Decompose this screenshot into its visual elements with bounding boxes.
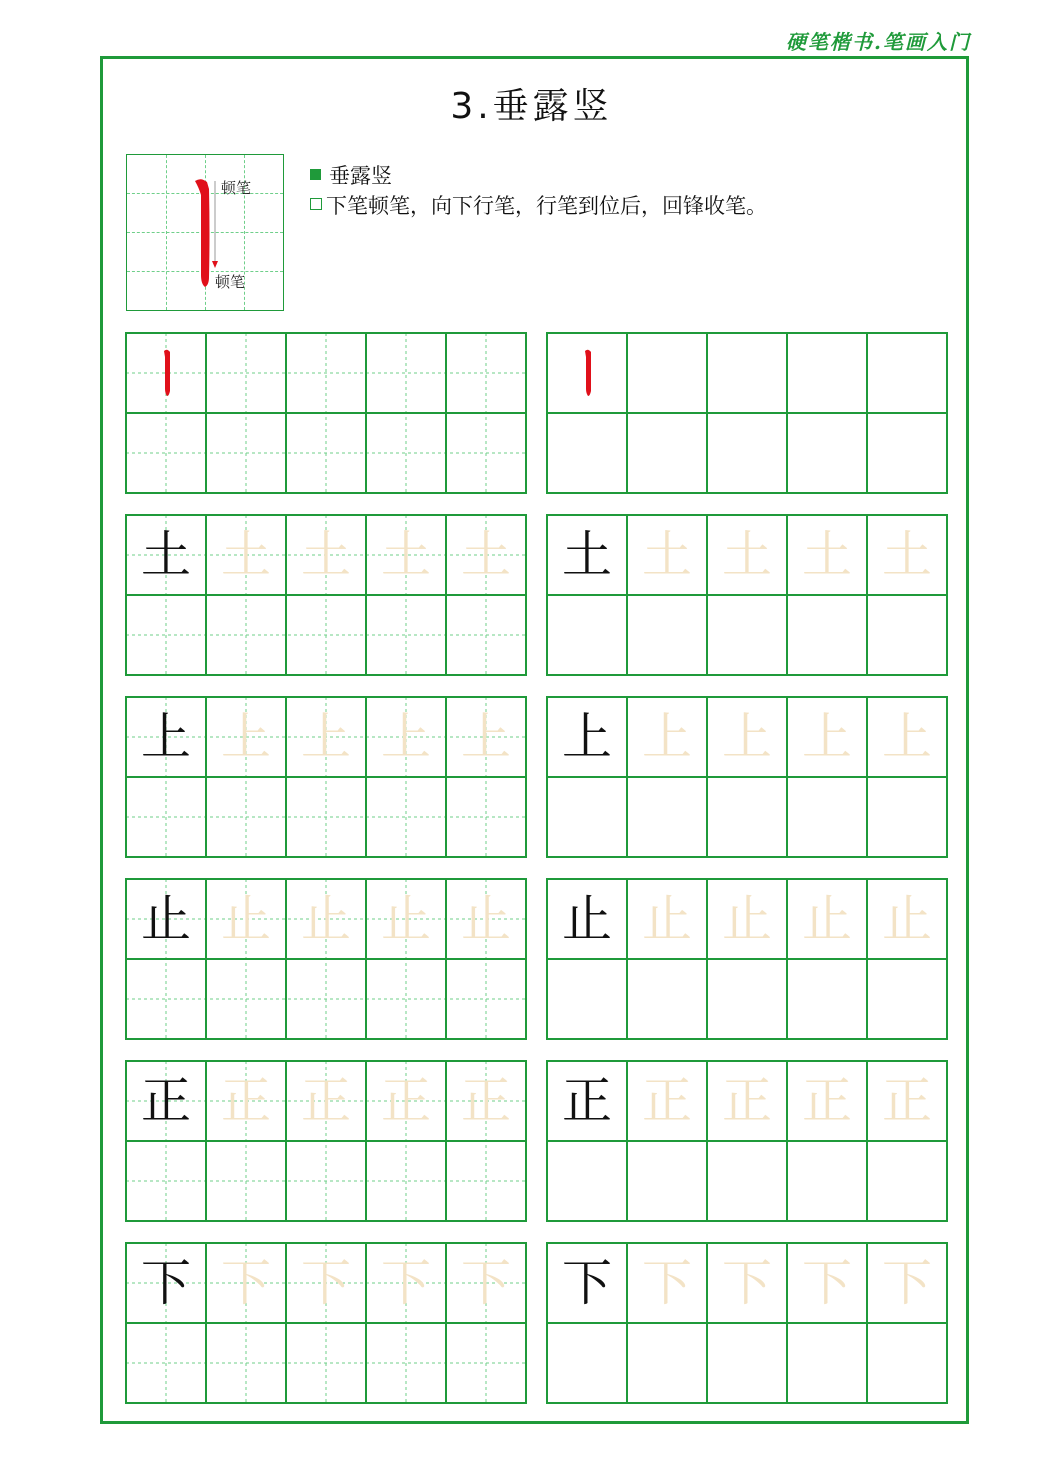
trace-character: 止 [301, 890, 351, 948]
header-brand: 硬笔楷书.笔画入门 [786, 30, 971, 54]
trace-character: 土 [722, 526, 772, 584]
trace-character: 上 [722, 708, 772, 766]
trace-character: 正 [882, 1072, 932, 1130]
stroke-demo-box [126, 154, 284, 311]
practice-grid [126, 1243, 526, 1403]
trace-character: 上 [221, 708, 271, 766]
stroke-instruction [310, 190, 767, 220]
practice-grid [126, 879, 526, 1039]
stroke-model-mark [585, 350, 591, 396]
trace-character: 土 [381, 526, 431, 584]
practice-grid [126, 697, 526, 857]
instruction-text: 下笔顿笔，向下行笔，行笔到位后，回锋收笔。 [326, 194, 767, 218]
practice-grid [126, 333, 526, 493]
trace-character: 止 [461, 890, 511, 948]
trace-character: 止 [802, 890, 852, 948]
trace-character: 土 [642, 526, 692, 584]
trace-character: 下 [642, 1254, 692, 1312]
trace-character: 下 [301, 1254, 351, 1312]
model-character: 下 [141, 1254, 191, 1312]
trace-character: 土 [882, 526, 932, 584]
filled-square-icon [310, 169, 321, 180]
practice-grid [126, 1061, 526, 1221]
empty-square-icon [310, 198, 322, 210]
practice-grid [547, 697, 947, 857]
practice-grid [547, 1061, 947, 1221]
trace-character: 上 [381, 708, 431, 766]
demo-label-top: 顿笔 [221, 179, 252, 197]
model-character: 土 [141, 526, 191, 584]
trace-character: 止 [882, 890, 932, 948]
trace-character: 正 [642, 1072, 692, 1130]
trace-character: 止 [642, 890, 692, 948]
model-character: 上 [141, 708, 191, 766]
trace-character: 止 [221, 890, 271, 948]
trace-character: 下 [381, 1254, 431, 1312]
trace-character: 止 [722, 890, 772, 948]
stroke-name-text: 垂露竖 [329, 164, 392, 188]
stroke-name [310, 160, 392, 190]
practice-grid [126, 515, 526, 675]
page-title: 3.垂露竖 [450, 86, 613, 127]
trace-character: 上 [882, 708, 932, 766]
model-character: 土 [562, 526, 612, 584]
model-character: 止 [562, 890, 612, 948]
trace-character: 止 [381, 890, 431, 948]
model-character: 上 [562, 708, 612, 766]
practice-grid [547, 515, 947, 675]
trace-character: 正 [301, 1072, 351, 1130]
trace-character: 正 [221, 1072, 271, 1130]
vertical-stroke-icon [127, 155, 285, 312]
trace-character: 土 [802, 526, 852, 584]
model-character: 止 [141, 890, 191, 948]
model-character: 正 [141, 1072, 191, 1130]
trace-character: 土 [301, 526, 351, 584]
trace-character: 下 [802, 1254, 852, 1312]
trace-character: 下 [221, 1254, 271, 1312]
trace-character: 土 [461, 526, 511, 584]
practice-grid [547, 879, 947, 1039]
model-character: 下 [562, 1254, 612, 1312]
practice-grid [547, 333, 947, 493]
trace-character: 上 [642, 708, 692, 766]
model-character: 正 [562, 1072, 612, 1130]
demo-label-bottom: 顿笔 [215, 273, 246, 291]
trace-character: 上 [802, 708, 852, 766]
trace-character: 下 [882, 1254, 932, 1312]
trace-character: 土 [221, 526, 271, 584]
trace-character: 正 [802, 1072, 852, 1130]
trace-character: 上 [301, 708, 351, 766]
practice-grid [547, 1243, 947, 1403]
trace-character: 上 [461, 708, 511, 766]
trace-character: 正 [722, 1072, 772, 1130]
trace-character: 正 [461, 1072, 511, 1130]
trace-character: 下 [461, 1254, 511, 1312]
trace-character: 下 [722, 1254, 772, 1312]
trace-character: 正 [381, 1072, 431, 1130]
